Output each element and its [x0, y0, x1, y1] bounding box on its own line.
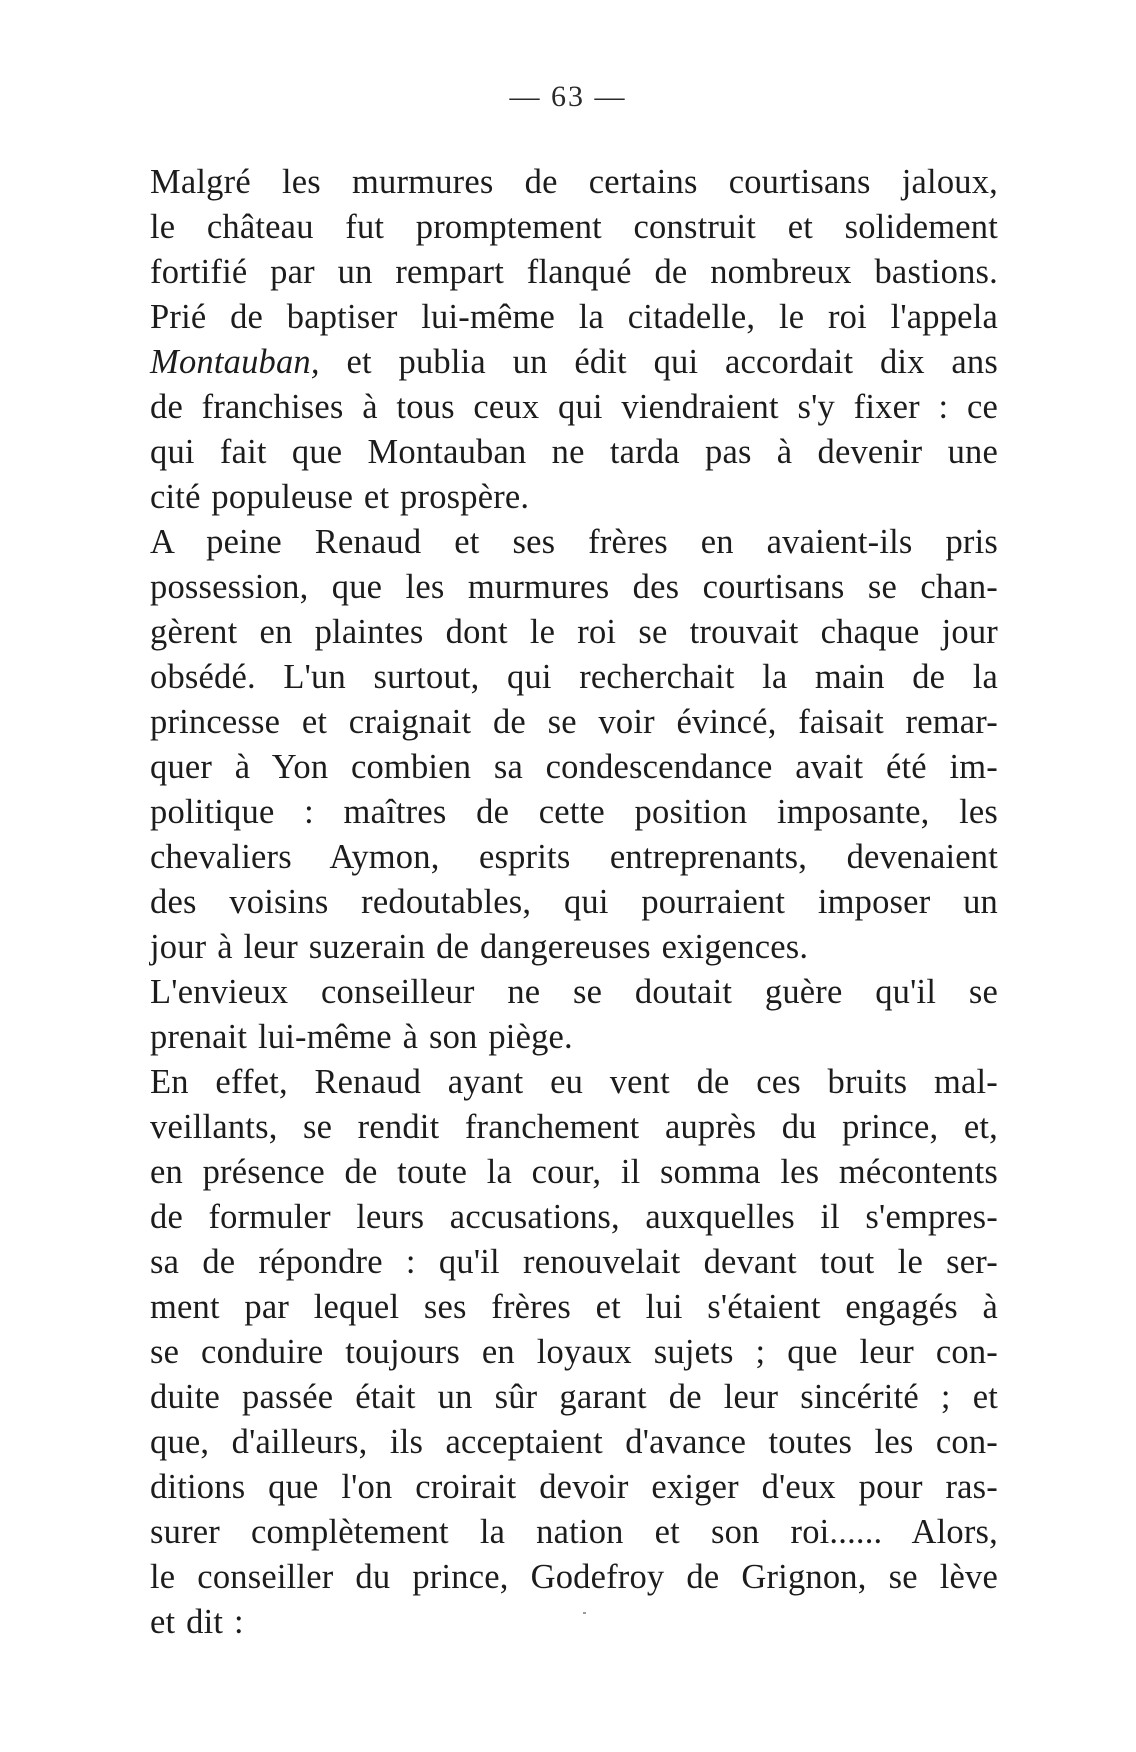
paragraph-3: [116, 970, 998, 1060]
paragraph-2: [116, 520, 998, 970]
text-line: surer complètement la nation et son roi...... Alors,: [150, 1513, 998, 1551]
text-line: quer à Yon combien sa condescendance avait été im-: [150, 748, 998, 786]
text-line: duite passée était un sûr garant de leur sincérité ; et: [150, 1378, 998, 1416]
text-line: cité populeuse et prospère.: [150, 478, 530, 516]
text-line: de franchises à tous ceux qui viendraient s'y fixer : ce: [150, 388, 998, 426]
text-line-with-italic: [116, 340, 998, 385]
text-line: Malgré les murmures de certains courtisans jaloux,: [150, 163, 998, 201]
text-line: se conduire toujours en loyaux sujets ; que leur con-: [150, 1333, 998, 1371]
paragraph-1: [116, 160, 998, 520]
text-line: jour à leur suzerain de dangereuses exigences.: [150, 928, 809, 966]
text-line-rest: et publia un édit qui accordait dix ans: [319, 343, 998, 381]
text-line: ment par lequel ses frères et lui s'étaient engagés à: [150, 1288, 998, 1326]
text-line: obsédé. L'un surtout, qui recherchait la main de la: [150, 658, 998, 696]
text-line: ditions que l'on croirait devoir exiger d'eux pour ras-: [150, 1468, 998, 1506]
text-line: chevaliers Aymon, esprits entreprenants, devenaient: [150, 838, 998, 876]
text-line: Prié de baptiser lui-même la citadelle, le roi l'appela: [150, 298, 998, 336]
text-line: le conseiller du prince, Godefroy de Grignon, se lève: [150, 1558, 998, 1596]
text-line: prenait lui-même à son piège.: [150, 1018, 573, 1056]
page-number: — 63 —: [509, 80, 627, 113]
text-line: fortifié par un rempart flanqué de nombreux bastions.: [150, 253, 998, 291]
text-line: En effet, Renaud ayant eu vent de ces bruits mal-: [150, 1063, 998, 1101]
text-line: L'envieux conseilleur ne se doutait guère qu'il se: [150, 973, 998, 1011]
text-line: que, d'ailleurs, ils acceptaient d'avance toutes les con-: [150, 1423, 998, 1461]
text-line: politique : maîtres de cette position imposante, les: [150, 793, 998, 831]
text-line: sa de répondre : qu'il renouvelait devant tout le ser-: [150, 1243, 998, 1281]
text-line: de formuler leurs accusations, auxquelles il s'empres-: [150, 1198, 998, 1236]
text-line: le château fut promptement construit et solidement: [150, 208, 998, 246]
text-line: en présence de toute la cour, il somma les mécontents: [150, 1153, 998, 1191]
text-line: gèrent en plaintes dont le roi se trouvait chaque jour: [150, 613, 998, 651]
text-line: possession, que les murmures des courtisans se chan-: [150, 568, 998, 606]
italic-place-name: Montauban,: [150, 343, 320, 381]
text-line: A peine Renaud et ses frères en avaient-ils pris: [150, 523, 998, 561]
page-body: [116, 160, 998, 1645]
paragraph-4: [116, 1060, 998, 1645]
text-line: veillants, se rendit franchement auprès du prince, et,: [150, 1108, 998, 1146]
text-line: qui fait que Montauban ne tarda pas à devenir une: [150, 433, 998, 471]
text-line: et dit :: [150, 1603, 244, 1641]
print-speck: [583, 1612, 586, 1614]
text-line: princesse et craignait de se voir évincé, faisait remar-: [150, 703, 998, 741]
text-line: des voisins redoutables, qui pourraient imposer un: [150, 883, 998, 921]
